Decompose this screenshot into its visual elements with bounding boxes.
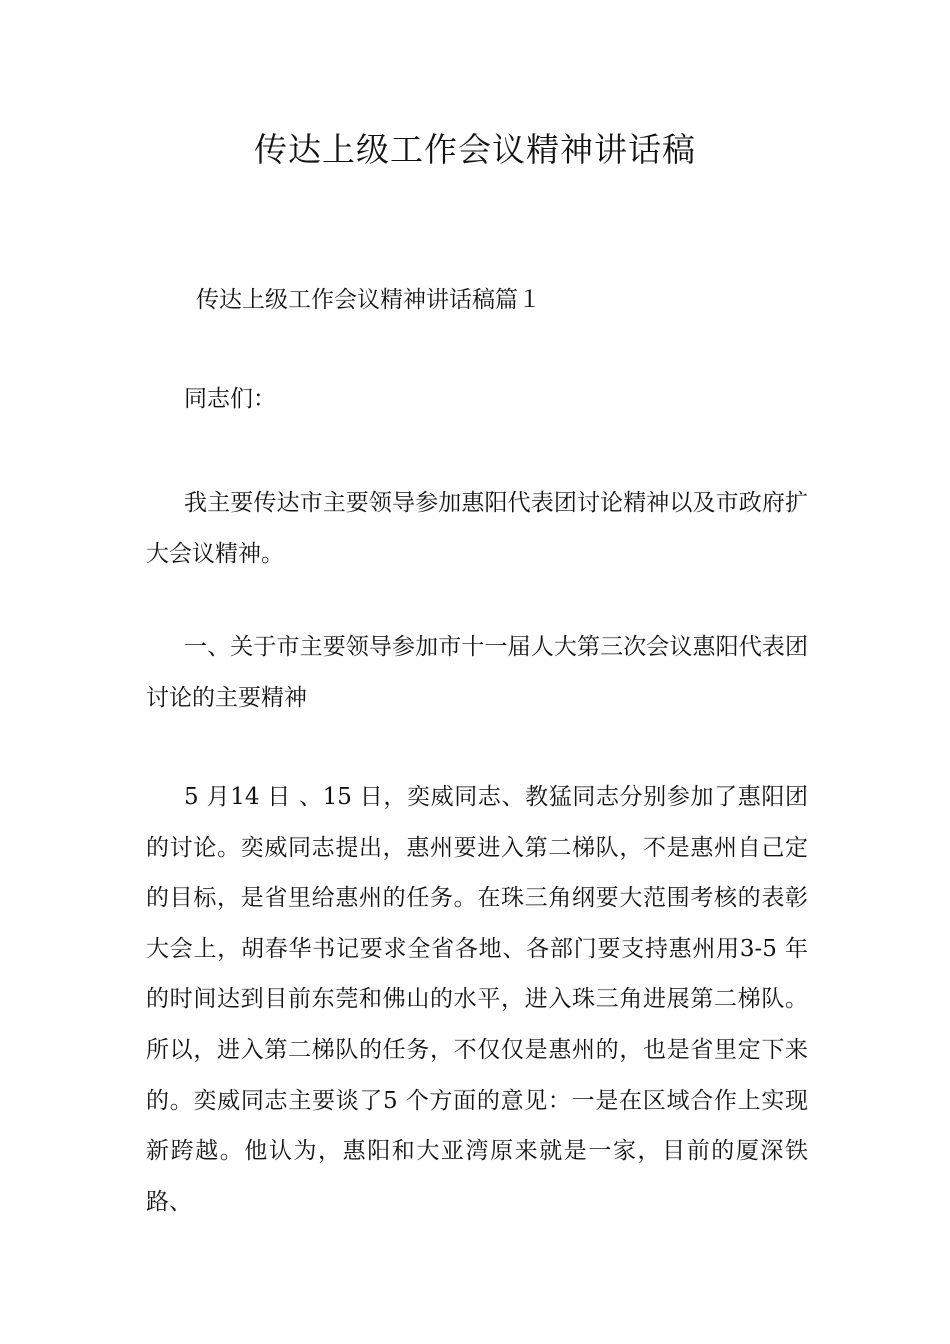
salutation: 同志们： xyxy=(184,386,276,412)
paragraph-intro: 我主要传达市主要领导参加惠阳代表团讨论精神以及市政府扩大会议精神。 xyxy=(146,490,808,567)
document-title: 传达上级工作会议精神讲话稿 xyxy=(254,130,696,169)
paragraph-body: 5 月14 日 、15 日，奕威同志、教猛同志分别参加了惠阳团的讨论。奕威同志提出，惠州要进入第二梯队，不是惠州自己定的目标，是省里给惠州的任务。在珠三角纲要大范围考核的表彰大会上，胡春华书记要求全省各地、各部门要支持惠州用3-5 年的时间达到目前东莞和佛山的水平，进入珠三角进展第二梯队。所以，进入第二梯队的任务，不仅仅是惠州的，也是省里定下来的。奕威同志主要谈了5 个方面的意见：一是在区域合作上实现新跨越。他认为，惠阳和大亚湾原来就是一家，目前的厦深铁路、 xyxy=(146,784,808,1215)
document-subtitle: 传达上级工作会议精神讲话稿篇１ xyxy=(196,287,541,313)
paragraph-section-heading: 一、关于市主要领导参加市十一届人大第三次会议惠阳代表团讨论的主要精神 xyxy=(146,634,808,711)
